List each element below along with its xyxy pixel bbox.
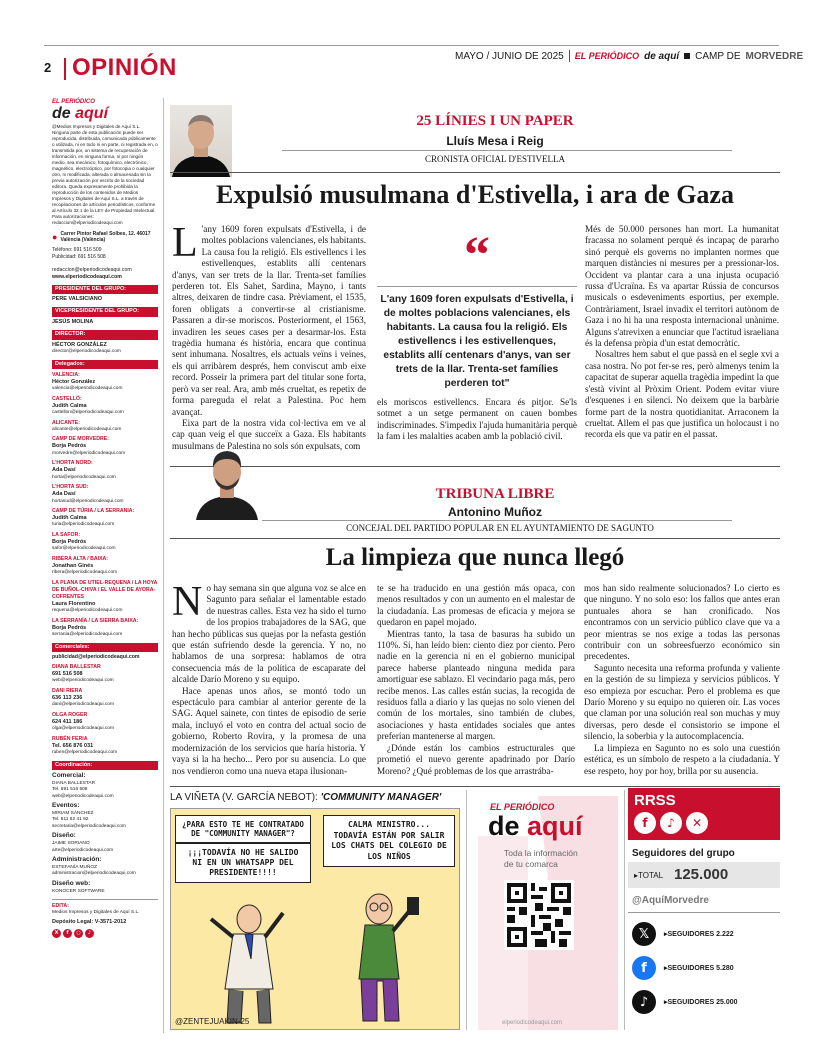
editor-name: Medios Impresos y Digitales de Aquí S.L. — [52, 910, 140, 916]
section-divider — [64, 58, 66, 80]
delegado-zone: CAMP DE MORVEDRE: — [52, 436, 109, 443]
article2-byline-rule — [262, 520, 732, 521]
page-number: 2 — [44, 60, 52, 75]
delegado-email[interactable]: valencia@elperiodicodeaqui.com — [52, 386, 123, 392]
author2-photo — [196, 442, 258, 520]
total-label: ▸TOTAL — [634, 871, 664, 880]
delegado-email[interactable]: horta@elperiodicodeaqui.com — [52, 474, 116, 480]
delegado-name: Judith Calma — [52, 402, 87, 409]
rrss-rule — [628, 912, 780, 913]
sidebar-rule — [163, 98, 164, 1033]
diseno-email[interactable]: arte@elperiodicodeaqui.com — [52, 847, 114, 853]
article1-column-1: L 'any 1609 foren expulsats d'Estivella, i de moltes poblacions valencianes, els habitants. La causa fou la religió. Els estivellencs i les estivellenques, establits allí centenars d'anys, van ser trets de la llar. Trenta-set famílies perderen tot. Els Sahet, Sardina, Mayno, i tants altres, deixaren de tindre casa. Prèviament, el 1535, foren obligats a convertir-se al cristianisme. Passaren a dir-se moriscos. Posteriorment, el 1563, invadiren les seues cases per a desarmar-los. Esta tragèdia humana és història, encara que continua sent inhumana. Nosaltres, els actuals veïns i veïnes, els qui arribàrem després, hem conviscut amb eixe record. Posseir la primera part del titular sone forta, però va ser real. Ara, amb més crueltat, es repetix de forma paregudа el relat a Palestina. Poc hem avançat. Eixa part de la nostra vida col·lectiva em ve al cap quan veig el que succeïx a Gaza. Els habitants musulmans de Palestina no sols són expulsats, com — [172, 220, 366, 451]
article2-author: Antonino Muñoz — [448, 505, 542, 519]
comercial-name: DIANA BALLESTAR — [52, 664, 101, 671]
delegado-name: Laura Florentino — [52, 600, 96, 607]
web-design-label: Diseño web: — [52, 879, 91, 887]
coord-comercial-name: DIANA BALLESTAR — [52, 780, 96, 786]
deposito-legal: Depósito Legal: V-3571-2012 — [52, 918, 127, 925]
cartoon-bubble-2: ¡¡¡TODAVÍA NO HE SALIDO NI EN UN WHATSAPP DEL PRESIDENTE!!!! — [175, 843, 311, 883]
delegado-zone: RIBERA ALTA / BAIXA: — [52, 555, 108, 562]
delegado-email[interactable]: serrania@elperiodicodeaqui.com — [52, 632, 123, 638]
ad-rrss-divider — [624, 790, 625, 1030]
section-title: OPINIÓN — [72, 54, 177, 81]
article1-column-3: Més de 50.000 persones han mort. La humanitat fracassa no solament perquè és incapaç de pararho sinó perquè els governs no implanten normes que marquen distàncies ni mesures per a pressionar-los. Occident va plantar cara a una injusta ocupació russa d'Ucraïna. Es va apartar Rússia de concursos musicals o esdeveniments esportius, per exemple. Contràriament, Israel invadix el territori autònom de Gaza i no hi ha una resposta internacional unànime. Alguns s'atrevixen a enunciar que l'actitud israeliana és la defensa pròpia d'un estat democràtic. Nosaltres hem sabut el que passà en el segle xvi a casa nostra. No pot fer-se res, però almenys tenim la capacitat de superar aquella tragèdia impedint la que s'està vivint al Pròxim Orient. Podem evitar viure d'esquenes i en silenci. No deixem que la barbàrie forme part de la nostra quotidianitat. Arraconem la crueltat. Allem el pas que justifica un holocaust i no recorda els que va patir en el passat. — [585, 224, 779, 440]
comercial-phone: 624 411 186 — [52, 718, 83, 725]
article2-column-2: te se ha traducido en una gestión más opaca, con menos resultados y con un aumento en el malestar de la ciudadanía. Las promesas de eficacia y mejora se quedaron en papel mojado. Mientras tanto, la tasa de basuras ha subido un 110%. Sí, han leído bien: ciento diez por ciento. Pero nadie en la gerencia ni en el gobierno municipal parece haberse planteado ninguna medida para amortiguar ese sablazo. El vecindario paga más, pero recibe menos. Las calles están sucias, la recogida de residuos falla a diario y las quejas no solo vienen del común de los mortales, sino también de clubes, asociaciones y hasta entidades sociales que antes preferían mantenerse al margen. ¿Dónde están los cambios estructurales que prometió el nuevo gerente apadrinado por Darío Moreno? ¿Qué problemas de los que arrastrába- — [377, 583, 575, 776]
delegado-zone: VALENCIA: — [52, 372, 80, 379]
comercial-phone: 636 113 236 — [52, 694, 83, 701]
article1-byline-rule — [282, 150, 732, 151]
article2-kicker: TRIBUNA LIBRE — [435, 486, 555, 502]
delegados-list — [52, 372, 158, 639]
eventos-label: Eventos: — [52, 802, 80, 810]
qr-code-icon — [507, 883, 571, 947]
x-icon[interactable]: X — [52, 929, 61, 938]
coord-comercial-label: Comercial: — [52, 772, 86, 780]
author-portrait-icon — [170, 105, 232, 177]
rrss-icons — [634, 812, 708, 834]
delegado-name: Borja Pedrós — [52, 443, 87, 450]
header-rule — [44, 45, 779, 46]
article1-kicker: 25 LÍNIES I UN PAPER — [416, 113, 574, 129]
author2-portrait-icon — [196, 442, 258, 520]
delegado-email[interactable]: turia@elperiodicodeaqui.com — [52, 522, 115, 528]
facebook-icon[interactable]: f — [634, 812, 656, 834]
social-row-x[interactable]: 𝕏 ▸SEGUIDORES 2.222 — [632, 922, 738, 946]
phone: Teléfono: 691 516 509 — [52, 247, 102, 254]
delegado-name: Borja Pedrós — [52, 624, 87, 631]
ad-logo: de aquí — [488, 811, 583, 841]
x-icon[interactable]: ✕ — [686, 812, 708, 834]
cartoon-bubble-3: CALMA MINISTRO... TODAVÍA ESTÁN POR SALIR LOS CHATS DEL COLEGIO DE LOS NIÑOS — [323, 815, 455, 867]
editor-label: EDITA: — [52, 903, 69, 910]
diseno-name: JAIME SORIANO — [52, 841, 90, 847]
followers-label: Seguidores del grupo — [632, 848, 735, 859]
header-separator — [569, 50, 570, 62]
article1-headline: Expulsió musulmana d'Estivella, i ara de Gaza — [216, 180, 734, 209]
sidebar-divider — [52, 899, 158, 900]
x-icon[interactable]: 𝕏 — [632, 922, 656, 946]
total-value: 125.000 — [674, 866, 729, 883]
tiktok-icon[interactable]: ♪ — [660, 812, 682, 834]
vice-name: JESÚS MOLINA — [52, 318, 94, 325]
article2-title-rule — [170, 538, 780, 539]
article1-column-2: els moriscos estivellencs. Encara és pitjor. Se'ls sotmet a un setge permanent on cauen bombes indiscriminades. S'impedix l'ajuda humanitària perquè la fam i les malalties acaben amb la població civil. — [377, 397, 577, 442]
diseno-label: Diseño: — [52, 832, 76, 840]
sidebar-logo-small: EL PERIÓDICO — [52, 99, 95, 105]
facebook-icon[interactable]: f — [632, 956, 656, 980]
director-email[interactable]: director@elperiodicodeaqui.com — [52, 349, 121, 355]
comercial-phone: Tel. 656 876 031 — [52, 742, 94, 749]
rrss-title: RRSS — [634, 792, 676, 809]
issue-date: MAYO / JUNIO DE 2025 — [455, 50, 564, 62]
tiktok-icon[interactable]: ♪ — [632, 990, 656, 1014]
social-row-tiktok[interactable]: ♪ ▸SEGUIDORES 25.000 — [632, 990, 738, 1014]
admin-label: Administración: — [52, 856, 102, 864]
article2-column-1: No hay semana sin que alguna voz se alce en Sagunto para señalar el lamentable estado de nuestras calles. Esta vez ha sido el turno de los propios trabajadores de la SAG, que han hecho públicas sus quejas por la nefasta gestión que están sufriendo desde la gerencia. Y no, no hablamos de una sorpresa: hablamos de otra consecuencia más de la política de escaparate del alcalde Darío Moreno y su equipo. Hace apenas unos años, se montó todo un espectáculo para cambiar al anterior gerente de la SAG. Aquel sainete, con tintes de episodio de serie mala, incluyó el voto en contra del actual socio de gobierno, Roberto Rovira, y la promesa de una modernización de los servicios que haría historia. Y vaya si la ha hecho... Pero por su ausencia. Lo que nos vendieron como una nueva etapa ilusionan- — [172, 579, 366, 776]
eventos-name: MIRIAM SÁNCHEZ — [52, 811, 94, 817]
sidebar-logo: de aquí — [52, 105, 109, 123]
pull-quote-rule — [377, 286, 577, 287]
author-photo — [170, 105, 232, 177]
director-name: HÉCTOR GONZÁLEZ — [52, 341, 107, 348]
header-brand-small: EL PERIÓDICO — [574, 51, 640, 61]
delegado-zone: L'HORTA NORD: — [52, 460, 93, 467]
president-name: PERE VALSICIANO — [52, 296, 103, 303]
redaccion-email[interactable]: redaccion@elperiodicodeaqui.com — [52, 266, 132, 273]
cartoon-signature: @ZENTEJUAKIN-25 — [175, 1017, 250, 1026]
rrss-header — [628, 788, 780, 840]
delegado-email[interactable]: ribera@elperiodicodeaqui.com — [52, 570, 118, 576]
location-pin-icon: ● — [52, 231, 58, 242]
president-label: PRESIDENTE DEL GRUPO: — [52, 285, 158, 294]
delegado-zone: L'HORTA SUD: — [52, 484, 89, 491]
masthead-sidebar — [52, 98, 158, 1033]
comercial-name: OLGA ROGER — [52, 711, 88, 718]
social-row-facebook[interactable]: f ▸SEGUIDORES 5.280 — [632, 956, 738, 980]
comercial-name: DANI RIERA — [52, 687, 83, 694]
social-networks-list — [632, 922, 738, 1014]
article1-title-rule — [170, 172, 780, 173]
eventos-email[interactable]: secretaria@elperiodicodeaqui.com — [52, 823, 126, 829]
article1-dropcap: L — [172, 220, 198, 266]
cartoon-ad-divider — [466, 790, 467, 1030]
square-icon — [684, 53, 690, 59]
comerciales-label: Comerciales: — [52, 643, 158, 652]
delegado-email[interactable]: alicante@elperiodicodeaqui.com — [52, 426, 122, 432]
edition-prefix: CAMP DE — [695, 50, 741, 62]
delegado-email[interactable]: morvedre@elperiodicodeaqui.com — [52, 450, 126, 456]
legal-notice: @Medios Impresos y Digitales de Aquí S.L. Ninguna parte de esta publicación puede ser reproducida, distribuida, comunicada públicamente o utilizada, ni en todo ni en parte, ni registrada en, o transmitida por, un sistema de recuperación de información, en ninguna forma, ni por ningún medio, sea mecánico, fotoquímico, electrónico, magnético, electroóptico, por fotocopia o cualquier otro, ni modificada, alterada o almacenada sin la previa autorización por escrito de la sociedad editora. Queda expresamente prohibida la reproducción de los contenidos de Medios Impresos y Digitales de Aquí S.L. a través de recopilaciones de artículos periodísticos, conforme al Artículo 32.1 de la LEY de Propiedad Intelectual. Para autorizaciones: redaccion@elperiodicodeaqui.com — [52, 124, 158, 225]
delegado-name: Judith Calma — [52, 515, 87, 522]
delegado-email[interactable]: requena@elperiodicodeaqui.com — [52, 608, 123, 614]
comercial-phone: 691 516 508 — [52, 671, 83, 678]
comercial-email[interactable]: web@elperiodicodeaqui.com — [52, 678, 114, 684]
director-label: DIRECTOR: — [52, 330, 158, 339]
comercial-name: RUBÉN FERIA — [52, 735, 88, 742]
vice-label: VICEPRESIDENTE DEL GRUPO: — [52, 307, 158, 316]
sidebar-social-icons — [52, 929, 158, 938]
comerciales-email[interactable]: publicidad@elperiodicodeaqui.com — [52, 654, 140, 661]
delegado-email[interactable]: safor@elperiodicodeaqui.com — [52, 546, 116, 552]
cartoon-panel — [170, 808, 460, 1030]
qr-code[interactable] — [504, 880, 574, 950]
ad-url[interactable]: elperiodicodeaqui.com — [502, 1020, 563, 1026]
delegado-name: Ada Dasí — [52, 491, 76, 498]
delegado-zone: ALICANTE: — [52, 419, 80, 426]
header-brand-main: de aquí — [644, 50, 680, 62]
delegados-label: Delegados: — [52, 360, 158, 369]
comercial-email[interactable]: ruben@elperiodicodeaqui.com — [52, 750, 118, 756]
quote-mark-icon: “ — [464, 227, 490, 284]
article1-role: CRONISTA OFICIAL D'ESTIVELLA — [424, 154, 566, 164]
delegado-email[interactable]: hortasud@elperiodicodeaqui.com — [52, 498, 124, 504]
ad-logo-small: EL PERIÓDICO — [490, 802, 555, 812]
cartoon-drawing-icon — [171, 809, 460, 1030]
ads-phone: Publicidad: 691 516 508 — [52, 253, 106, 260]
newspaper-ad[interactable] — [478, 796, 618, 1030]
comercial-email[interactable]: dani@elperiodicodeaqui.com — [52, 702, 114, 708]
article2-headline: La limpieza que nunca llegó — [325, 544, 625, 571]
delegado-name: Héctor González — [52, 379, 96, 386]
coordinacion-label: Coordinación: — [52, 761, 158, 770]
cartoon-bubble-1: ¿PARA ESTO TE HE CONTRATADO DE "COMMUNITY MANAGER"? — [175, 815, 311, 843]
comerciales-list — [52, 664, 158, 757]
web-design-name: KONOCER SOFTWARE — [52, 888, 105, 894]
delegado-zone: LA SERRANÍA / LA SIERRA BAIXA: — [52, 617, 139, 624]
admin-email[interactable]: administracion@elperiodicodeaqui.com — [52, 871, 136, 877]
edition-name: MORVEDRE — [745, 50, 804, 62]
admin-name: ESTEFANÍA MUÑOZ — [52, 864, 98, 870]
delegado-zone: CAMP DE TÚRIA / LA SERRANIA: — [52, 508, 135, 515]
facebook-icon[interactable]: f — [63, 929, 72, 938]
article2-role: CONCEJAL DEL PARTIDO POPULAR EN EL AYUNTAMIENTO DE SAGUNTO — [346, 523, 654, 533]
cartoon-title: LA VIÑETA (V. GARCÍA NEBOT): 'COMMUNITY MANAGER' — [170, 792, 442, 803]
coord-comercial-phone: Tel. 691 516 508 — [52, 787, 88, 793]
tiktok-icon[interactable]: ♪ — [85, 929, 94, 938]
article2-column-3: mos han sido realmente solucionados? Lo cierto es que ninguno. Y no solo eso: los fallos que antes eran puntuales ahora se han cronificado. Nos encontramos con un servicio público clave que va a peor mientras se nos exige a todas las personas contribuir con un sobreesfuerzo económico sin precedentes. Sagunto necesita una reforma profunda y valiente en la gestión de su limpieza y servicios públicos. Y eso empieza por escuchar. Pero el problema es que Darío Moreno y su equipo no quieren oír. Las voces que claman por una solución real son muchas y muy diversas, pero desde el consistorio se impone el silencio, la soberbia y la autocomplacencia. La limpieza en Sagunto no es solo una cuestión estética, es un símbolo de respeto a la ciudadanía. Y ese respeto, hoy por hoy, brilla por su ausencia. — [584, 583, 780, 776]
delegado-zone: LA SAFOR: — [52, 531, 81, 538]
address-block: ● Carrer Pintor Rafael Solbes, 12. 46017 València (València) — [52, 230, 151, 244]
ad-tagline: Toda la información de tu comarca — [504, 848, 578, 869]
comercial-email[interactable]: olga@elperiodicodeaqui.com — [52, 726, 114, 732]
delegado-name: Borja Pedrós — [52, 538, 87, 545]
coord-comercial-email[interactable]: web@elperiodicodeaqui.com — [52, 793, 114, 799]
delegado-name: Jonathan Ginés — [52, 562, 94, 569]
instagram-icon[interactable]: ○ — [74, 929, 83, 938]
website-link[interactable]: www.elperiodicodeaqui.com — [52, 273, 122, 280]
pull-quote: “ L'any 1609 foren expulsats d'Estivella, i de moltes poblacions valencianes, els habitants. La causa fou la religió. Els estivellencs i les estivellenques, establits allí centenars d'anys, van ser trets de la llar. Trenta-set famílies perderen tot" — [377, 230, 577, 391]
header-meta — [455, 50, 803, 62]
article-separator — [170, 466, 780, 467]
delegado-name: Ada Dasí — [52, 467, 76, 474]
rrss-handle[interactable]: @AquíMorvedre — [632, 895, 709, 906]
delegado-zone: LA PLANA DE UTIEL-REQUENA / LA HOYA DE BUÑOL-CHIVA / EL VALLE DE AYORA-COFRENTES — [52, 579, 158, 600]
bottom-section-rule — [170, 786, 780, 787]
delegado-zone: CASTELLÓ: — [52, 395, 82, 402]
article1-author: Lluís Mesa i Reig — [446, 134, 544, 148]
article2-dropcap: N — [172, 579, 203, 625]
followers-total-box — [628, 862, 780, 888]
eventos-phone: Tel. 611 62 41 92 — [52, 817, 89, 823]
delegado-email[interactable]: castellon@elperiodicodeaqui.com — [52, 410, 124, 416]
